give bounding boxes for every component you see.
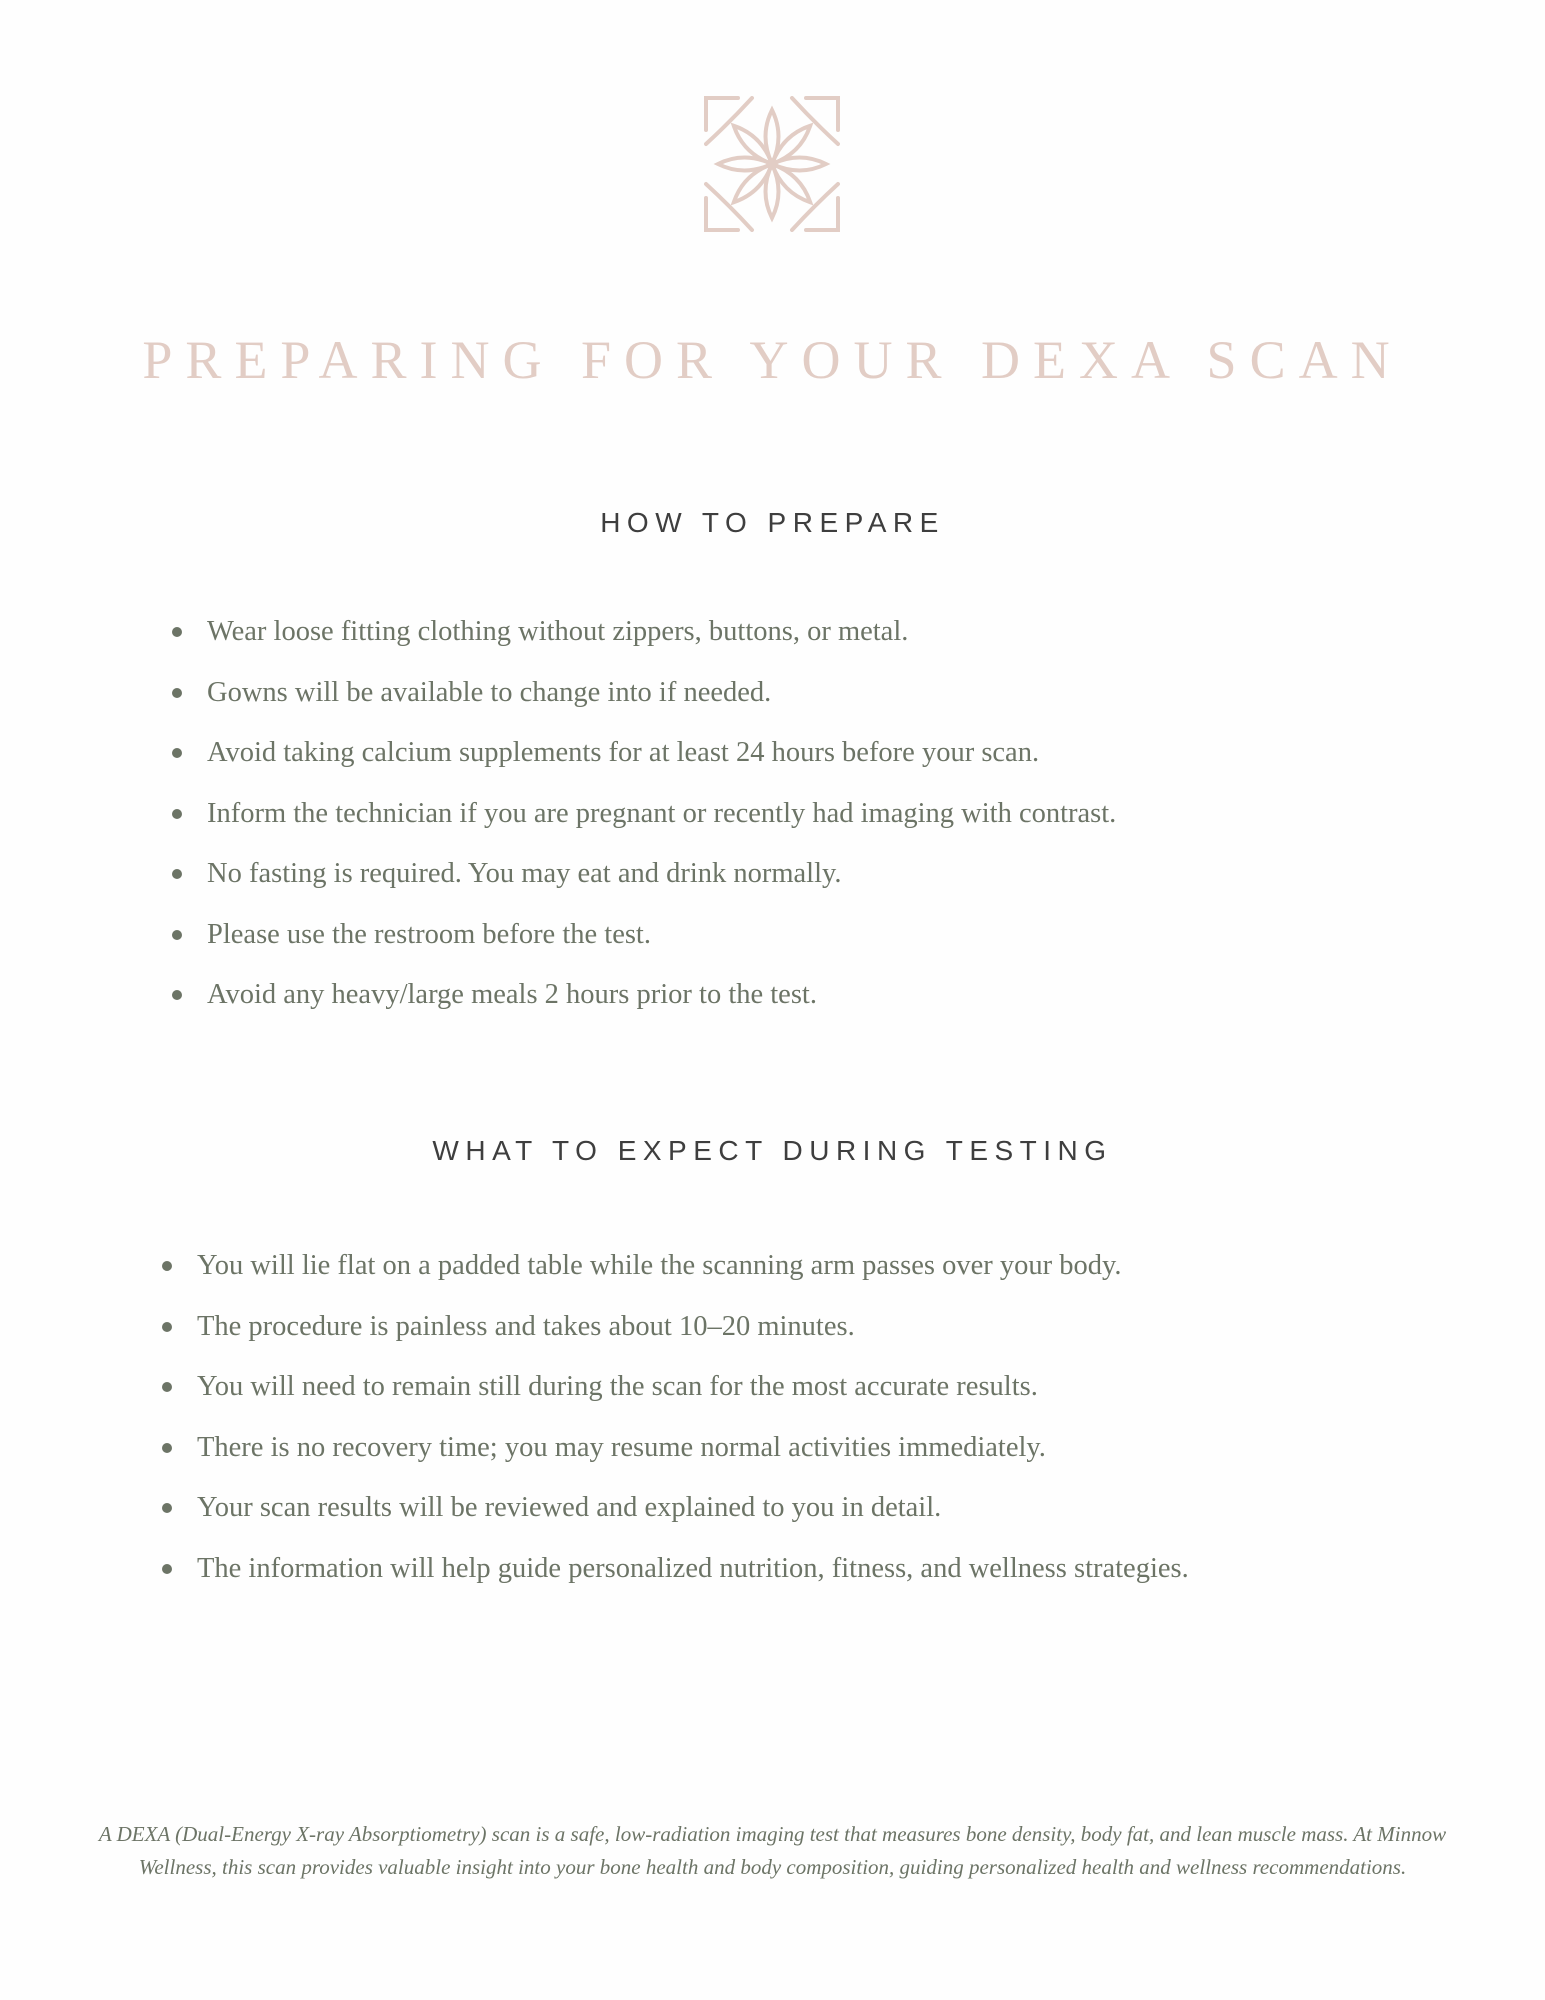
bullet-icon (162, 1443, 172, 1453)
bullet-icon (172, 990, 182, 1000)
list-item (172, 915, 1116, 976)
list-item (162, 1307, 1189, 1368)
list-item-text: The procedure is painless and takes about 10–20 minutes. (197, 1310, 855, 1342)
list-item-text: There is no recovery time; you may resume normal activities immediately. (197, 1431, 1046, 1463)
list-item-text: Avoid any heavy/large meals 2 hours prior to the test. (207, 979, 817, 1010)
expect-list (162, 1246, 1189, 1609)
list-item (162, 1246, 1189, 1307)
list-item-text: You will lie flat on a padded table while the scanning arm passes over your body. (197, 1250, 1122, 1281)
list-item (162, 1549, 1189, 1610)
list-item-text: Gowns will be available to change into if needed. (207, 676, 772, 708)
list-item-text: Please use the restroom before the test. (207, 918, 651, 950)
bullet-icon (172, 748, 182, 758)
bullet-icon (172, 930, 182, 940)
list-item-text: Your scan results will be reviewed and explained to you in detail. (197, 1492, 942, 1523)
list-item (162, 1488, 1189, 1549)
list-item (172, 673, 1116, 734)
bullet-icon (172, 809, 182, 819)
list-item (172, 794, 1116, 855)
list-item-text: No fasting is required. You may eat and drink normally. (207, 858, 842, 889)
page-title: PREPARING FOR YOUR DEXA SCAN (142, 330, 1403, 390)
list-item-text: Wear loose fitting clothing without zippers, buttons, or metal. (207, 616, 909, 647)
bullet-icon (162, 1322, 172, 1332)
list-item (172, 612, 1116, 673)
bullet-icon (162, 1382, 172, 1392)
list-item (172, 854, 1116, 915)
list-item-text: Avoid taking calcium supplements for at least 24 hours before your scan. (207, 737, 1040, 768)
prepare-list (172, 612, 1116, 1036)
list-item (172, 975, 1116, 1036)
footer-note: A DEXA (Dual-Energy X-ray Absorptiometry) scan is a safe, low-radiation imaging test that measures bone density, body fat, and lean muscle mass. At Minnow Wellness, this scan provides valuable insight into your bone health and body composition, guiding personalized health and wellness recommendations. (98, 1822, 1447, 1879)
list-item (162, 1367, 1189, 1428)
bullet-icon (162, 1503, 172, 1513)
list-item-text: The information will help guide personalized nutrition, fitness, and wellness strategies. (197, 1552, 1189, 1584)
bullet-icon (162, 1261, 172, 1271)
bullet-icon (172, 627, 182, 637)
list-item-text: You will need to remain still during the scan for the most accurate results. (197, 1371, 1038, 1402)
bullet-icon (172, 688, 182, 698)
list-item-text: Inform the technician if you are pregnant or recently had imaging with contrast. (207, 797, 1117, 829)
floral-logo-icon (704, 96, 840, 232)
section-heading-how-to-prepare: HOW TO PREPARE (600, 507, 945, 538)
list-item (172, 733, 1116, 794)
bullet-icon (162, 1564, 172, 1574)
list-item (162, 1428, 1189, 1489)
bullet-icon (172, 869, 182, 879)
section-heading-what-to-expect: WHAT TO EXPECT DURING TESTING (432, 1135, 1113, 1166)
